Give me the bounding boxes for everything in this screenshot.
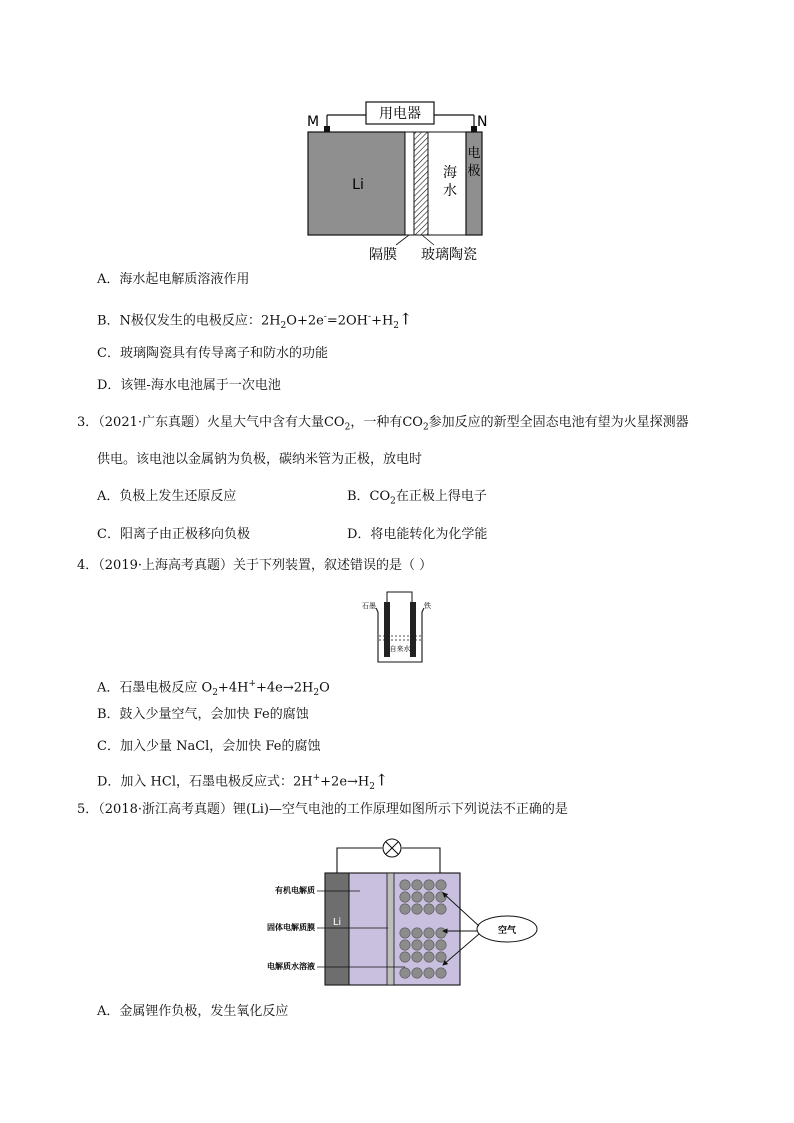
iron-label: 铁 <box>424 602 431 610</box>
particle-circle <box>436 968 446 978</box>
q4-option-c[interactable]: C．加入少量 NaCl，会加快 Fe的腐蚀 <box>97 739 321 754</box>
graphite-iron-cell-diagram <box>360 586 440 666</box>
load-label: 用电器 <box>379 106 421 122</box>
q4-option-b[interactable]: B．鼓入少量空气，会加快 Fe的腐蚀 <box>97 707 309 722</box>
particle-circle <box>436 880 446 890</box>
electrode-label-1: 电 <box>467 146 481 161</box>
organic-electrolyte-label: 有机电解质 <box>275 886 315 895</box>
seawater-label-1: 海 <box>443 165 457 181</box>
q3-option-a[interactable]: A．负极上发生还原反应 <box>97 489 237 504</box>
particle-circle <box>436 928 446 938</box>
q2-option-d[interactable]: D．该锂-海水电池属于一次电池 <box>97 378 281 393</box>
particle-circle <box>400 952 410 962</box>
q3-stem-line1: 3．（2021·广东真题）火星大气中含有大量$CO_2$，一种有$CO_2$参加反应的新型全固态电池有望为火星探测器 <box>77 415 689 433</box>
particle-circle <box>412 928 422 938</box>
air-label: 空气 <box>497 926 517 936</box>
particle-circle <box>400 940 410 950</box>
membrane-label: 隔膜 <box>369 247 397 263</box>
particle-circle <box>412 952 422 962</box>
particle-circle <box>400 892 410 902</box>
particle-circle <box>436 940 446 950</box>
aqueous-electrolyte-label: 电解质水溶液 <box>267 962 315 971</box>
q5-stem: 5．（2018·浙江高考真题）锂(Li)—空气电池的工作原理如图所示下列说法不正确的是 <box>77 802 568 817</box>
particle-circle <box>400 880 410 890</box>
tap-water-label: 自来水 <box>389 645 411 653</box>
separator-membrane <box>405 132 414 235</box>
q2-option-c[interactable]: C．玻璃陶瓷具有传导离子和防水的功能 <box>97 346 328 361</box>
lithium-seawater-battery-diagram <box>300 95 500 265</box>
seawater-label-2: 水 <box>443 183 457 199</box>
particle-circle <box>412 940 422 950</box>
particle-circle <box>412 892 422 902</box>
graphite-label: 石墨 <box>362 602 376 610</box>
particle-circle <box>424 968 434 978</box>
particle-circle <box>436 892 446 902</box>
q3-option-d[interactable]: D．将电能转化为化学能 <box>347 527 488 542</box>
lithium-anode <box>325 873 349 985</box>
particle-circle <box>436 904 446 914</box>
iron-electrode <box>410 602 416 657</box>
particle-circle <box>424 880 434 890</box>
particle-circle <box>412 968 422 978</box>
solid-membrane-label: 固体电解质膜 <box>267 923 315 932</box>
electrode-label-2: 极 <box>467 164 481 179</box>
q4-option-d[interactable]: D．加入 HCl，石墨电极反应式：$2H^++2e\to H_2↑$ <box>97 770 389 792</box>
solid-electrolyte-membrane <box>387 873 394 985</box>
lithium-air-battery-diagram <box>255 835 555 995</box>
lithium-label: Li <box>352 177 364 193</box>
q4-option-a[interactable]: A．石墨电极反应 $O_2+4H^++4e\to 2H_2O$ <box>97 679 330 698</box>
q3-option-c[interactable]: C．阳离子由正极移向负极 <box>97 527 250 542</box>
particle-circle <box>424 952 434 962</box>
terminal-n-label: N <box>477 114 488 130</box>
particle-circle <box>424 928 434 938</box>
q2-option-a[interactable]: A．海水起电解质溶液作用 <box>97 272 250 287</box>
particle-circle <box>424 940 434 950</box>
q5-option-a[interactable]: A．金属锂作负极，发生氧化反应 <box>97 1004 289 1019</box>
glass-ceramic <box>414 132 428 235</box>
q3-stem-line2: 供电。该电池以金属钠为负极，碳纳米管为正极，放电时 <box>97 452 423 467</box>
q2-option-b[interactable]: B．N极仅发生的电极反应：$2H_2O+2e^-=2OH^-+H_2↑$ <box>97 309 413 331</box>
q3-option-b[interactable]: B．$CO_2$在正极上得电子 <box>347 489 487 507</box>
q4-stem: 4．（2019·上海高考真题）关于下列装置，叙述错误的是（ ） <box>77 558 433 573</box>
li-label: Li <box>332 917 342 928</box>
terminal-m-label: M <box>307 114 320 130</box>
particle-circle <box>436 952 446 962</box>
particle-circle <box>400 968 410 978</box>
particle-circle <box>424 892 434 902</box>
particle-circle <box>412 904 422 914</box>
particle-circle <box>412 880 422 890</box>
particle-circle <box>400 904 410 914</box>
particle-circle <box>400 928 410 938</box>
particle-circle <box>424 904 434 914</box>
glass-ceramic-label: 玻璃陶瓷 <box>421 247 477 263</box>
